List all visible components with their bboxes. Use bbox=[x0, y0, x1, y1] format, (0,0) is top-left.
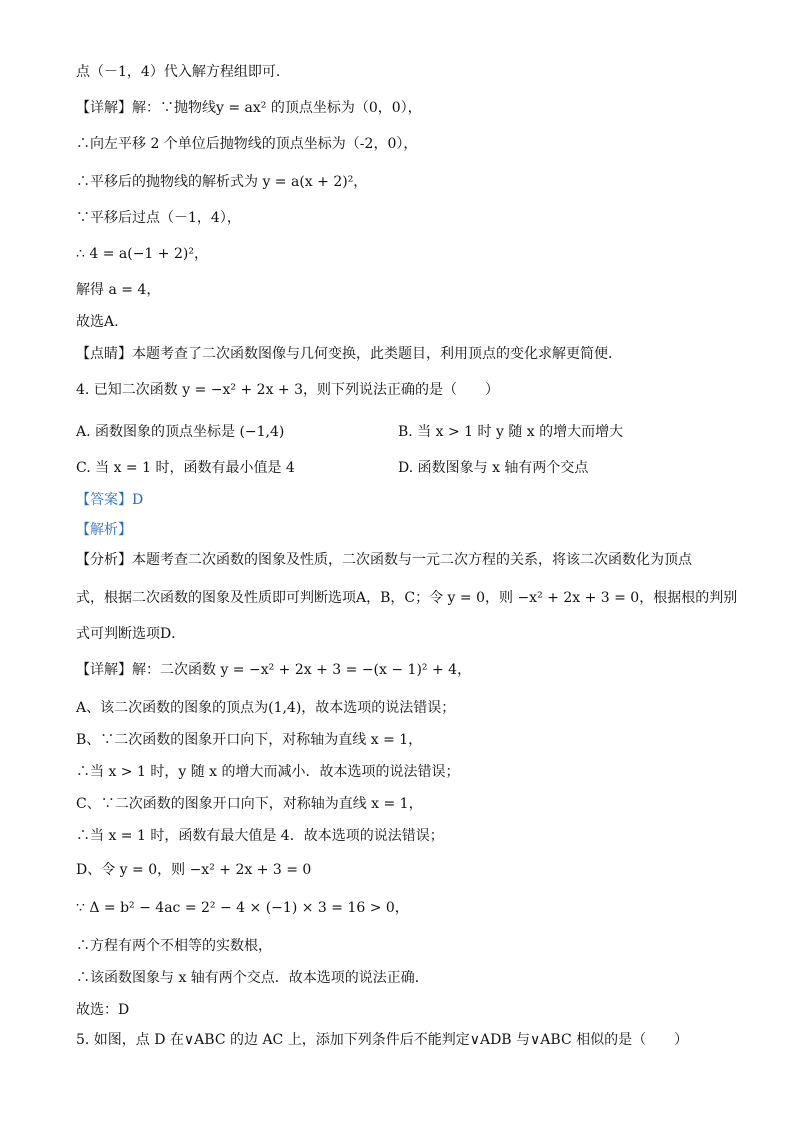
detail-line-1: 【详解】解：二次函数 y = −x² + 2x + 3 = −(x − 1)² + 4， bbox=[76, 662, 472, 678]
line-4: ∴平移后的抛物线的解析式为 y = a(x + 2)²， bbox=[76, 174, 368, 190]
analysis-label: 【解析】 bbox=[76, 522, 132, 538]
analysis-line-1: 【分析】本题考查二次函数的图象及性质，二次函数与一元二次方程的关系，将该二次函数化为顶点 bbox=[76, 552, 692, 568]
detail-heading-line: 【详解】解：∵抛物线y = ax² 的顶点坐标为（0，0）， bbox=[76, 100, 422, 116]
line-6: ∴ 4 = a(−1 + 2)²， bbox=[76, 246, 208, 262]
line-1: 点（－1，4）代入解方程组即可． bbox=[76, 64, 290, 80]
option-c: C. 当 x = 1 时，函数有最小值是 4 bbox=[76, 460, 295, 476]
detail-line-c2: ∴当 x = 1 时，函数有最大值是 4．故本选项的说法错误； bbox=[76, 828, 444, 844]
summary-line: 【点睛】本题考查了二次函数图像与几何变换，此类题目，利用顶点的变化求解更简便． bbox=[76, 346, 622, 362]
question-4-stem: 4. 已知二次函数 y = −x² + 2x + 3，则下列说法正确的是（ ） bbox=[76, 382, 500, 398]
final-answer-line: 故选：D bbox=[76, 1002, 130, 1018]
roots-line: ∴方程有两个不相等的实数根， bbox=[76, 938, 272, 954]
detail-line-d: D、令 y = 0，则 −x² + 2x + 3 = 0 bbox=[76, 862, 312, 878]
answer-choice-line: 故选A. bbox=[76, 314, 119, 330]
detail-line-c: C、∵二次函数的图象开口向下，对称轴为直线 x = 1， bbox=[76, 796, 423, 812]
detail-line-a: A、该二次函数的图象的顶点为(1,4)，故本选项的说法错误； bbox=[76, 700, 456, 716]
option-d: D. 函数图象与 x 轴有两个交点 bbox=[398, 460, 589, 476]
option-b: B. 当 x > 1 时 y 随 x 的增大而增大 bbox=[398, 424, 624, 440]
analysis-line-2: 式，根据二次函数的图象及性质即可判断选项A，B，C；令 y = 0，则 −x² + 2x + 3 = 0，根据根的判别 bbox=[76, 590, 738, 606]
line-3: ∴向左平移 2 个单位后抛物线的顶点坐标为（-2，0）， bbox=[76, 136, 418, 152]
line-7: 解得 a = 4， bbox=[76, 282, 161, 298]
detail-line-b2: ∴当 x > 1 时，y 随 x 的增大而减小．故本选项的说法错误； bbox=[76, 764, 460, 780]
answer-label: 【答案】D bbox=[76, 492, 144, 508]
conclusion-line: ∴该函数图象与 x 轴有两个交点．故本选项的说法正确． bbox=[76, 970, 429, 986]
line-5: ∵平移后过点（－1，4）， bbox=[76, 210, 241, 226]
discriminant-line: ∵ Δ = b² − 4ac = 2² − 4 × (−1) × 3 = 16 > 0， bbox=[76, 900, 409, 916]
analysis-line-3: 式可判断选项D． bbox=[76, 626, 186, 642]
detail-line-b: B、∵二次函数的图象开口向下，对称轴为直线 x = 1， bbox=[76, 732, 423, 748]
question-5-stem: 5. 如图，点 D 在∨ABC 的边 AC 上，添加下列条件后不能判定∨ADB 与∨ABC 相似的是（ ） bbox=[76, 1032, 689, 1048]
option-a: A. 函数图象的顶点坐标是 (−1,4) bbox=[76, 424, 285, 440]
